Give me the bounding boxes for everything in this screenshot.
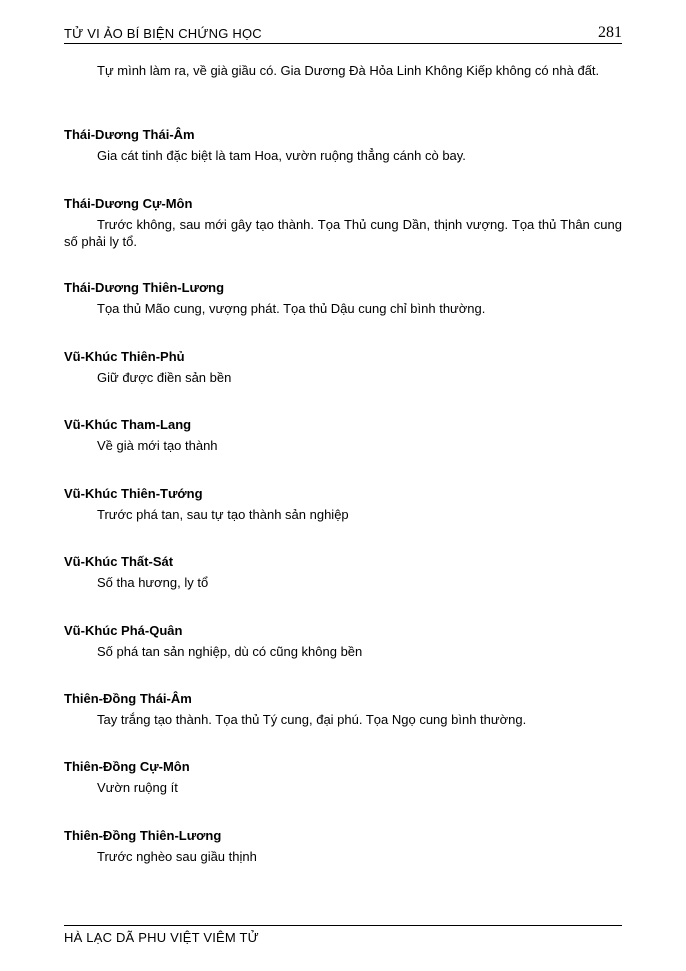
section-body: Trước nghèo sau giầu thịnh <box>97 849 257 864</box>
section-title: Thái-Dương Thái-Âm <box>64 127 195 142</box>
section-body: Tọa thủ Mão cung, vượng phát. Tọa thủ Dậu cung chỉ bình thường. <box>97 301 486 316</box>
section-thai-duong-cu-mon <box>64 195 622 250</box>
section-title: Vũ-Khúc Thiên-Phủ <box>64 349 185 364</box>
section-thai-duong-thai-am <box>64 126 622 164</box>
section-vu-khuc-thien-tuong <box>64 485 622 523</box>
section-body: Về già mới tạo thành <box>97 438 218 453</box>
section-body: Số phá tan sản nghiệp, dù có cũng không bền <box>97 644 363 659</box>
section-body: Vườn ruộng ít <box>97 780 178 795</box>
section-thien-dong-thien-luong <box>64 827 622 865</box>
section-title: Vũ-Khúc Phá-Quân <box>64 623 183 638</box>
section-title: Thái-Dương Cự-Môn <box>64 196 193 211</box>
footer-text: HÀ LẠC DÃ PHU VIỆT VIÊM TỬ <box>64 930 259 945</box>
section-thien-dong-thai-am <box>64 690 622 728</box>
section-vu-khuc-tham-lang <box>64 416 622 454</box>
section-vu-khuc-that-sat <box>64 553 622 591</box>
section-title: Thiên-Đồng Thái-Âm <box>64 691 192 706</box>
section-body: Tay trắng tạo thành. Tọa thủ Tý cung, đại phú. Tọa Ngọ cung bình thường. <box>97 712 527 727</box>
section-title: Vũ-Khúc Thất-Sát <box>64 554 174 569</box>
section-title: Vũ-Khúc Thiên-Tướng <box>64 486 203 501</box>
section-body: Gia cát tinh đặc biệt là tam Hoa, vườn ruộng thẳng cánh cò bay. <box>97 148 466 163</box>
section-vu-khuc-thien-phu <box>64 348 622 386</box>
section-title: Thái-Dương Thiên-Lương <box>64 280 225 295</box>
section-vu-khuc-pha-quan <box>64 622 622 660</box>
intro-paragraph: Tự mình làm ra, về già giầu có. Gia Dương Đà Hỏa Linh Không Kiếp không có nhà đất. <box>97 63 600 78</box>
section-thai-duong-thien-luong <box>64 279 622 317</box>
section-title: Vũ-Khúc Tham-Lang <box>64 417 192 432</box>
section-title: Thiên-Đồng Thiên-Lương <box>64 828 222 843</box>
page-footer <box>64 925 622 947</box>
section-body: Trước không, sau mới gây tạo thành. Tọa Thủ cung Dần, thịnh vượng. Tọa thủ Thân cung số phải ly tổ. <box>64 217 622 249</box>
page-content <box>64 62 622 864</box>
section-title: Thiên-Đồng Cự-Môn <box>64 759 190 774</box>
section-thien-dong-cu-mon <box>64 758 622 796</box>
section-body: Trước phá tan, sau tự tạo thành sản nghiệp <box>97 507 349 522</box>
section-body: Giữ được điền sản bền <box>97 370 232 385</box>
section-body: Số tha hương, ly tổ <box>97 575 209 590</box>
header-title: TỬ VI ẢO BÍ BIỆN CHỨNG HỌC <box>64 26 262 41</box>
page-number: 281 <box>598 24 622 41</box>
page-header <box>64 24 622 44</box>
